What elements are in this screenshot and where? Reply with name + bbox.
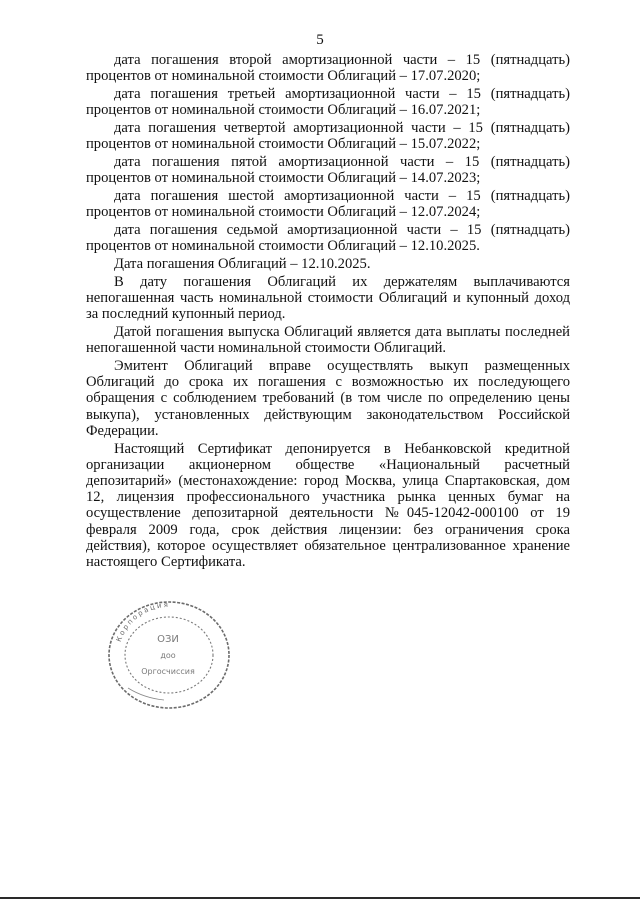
- paragraph-amortization-6: дата погашения шестой амортизационной части – 15 (пятнадцать) процентов от номинальной стоимости Облигаций – 12.07.2024;: [86, 188, 570, 221]
- paragraph-depository: Настоящий Сертификат депонируется в Небанковской кредитной организации акционерном обществе «Национальный расчетный депозитарий» (местонахождение: город Москва, улица Спартаковская, дом 12, лицензия профессионального участника рынка ценных бумаг на осуществление депозитарной деятельности №045-12042-000100 от 19 февраля 2009 года, срок действия лицензии: без ограничения срока действия), которое осуществляет обязательное централизованное хранение настоящего Сертификата.: [86, 440, 570, 571]
- stamp-line-2: доо: [160, 651, 176, 660]
- paragraph-amortization-5: дата погашения пятой амортизационной части – 15 (пятнадцать) процентов от номинальной стоимости Облигаций – 14.07.2023;: [86, 154, 570, 187]
- paragraph-maturity-payment: В дату погашения Облигаций их держателям выплачиваются непогашенная часть номинальной стоимости Облигаций и купонный доход за последний купонный период.: [86, 273, 570, 323]
- paragraph-maturity-date: Дата погашения Облигаций – 12.10.2025.: [114, 256, 371, 272]
- paragraph-issue-maturity: Датой погашения выпуска Облигаций является дата выплаты последней непогашенной части номинальной стоимости Облигаций.: [86, 324, 570, 357]
- paragraph-amortization-7: дата погашения седьмой амортизационной части – 15 (пятнадцать) процентов от номинальной стоимости Облигаций – 12.10.2025.: [86, 222, 570, 255]
- paragraph-amortization-2: дата погашения второй амортизационной части – 15 (пятнадцать) процентов от номинальной стоимости Облигаций – 17.07.2020;: [86, 52, 570, 85]
- scan-bottom-edge: [0, 897, 640, 899]
- stamp-line-3: Оргосчиссия: [141, 667, 195, 676]
- paragraph-amortization-3: дата погашения третьей амортизационной части – 15 (пятнадцать) процентов от номинальной стоимости Облигаций – 16.07.2021;: [86, 86, 570, 119]
- page-number: 5: [316, 32, 324, 48]
- round-stamp-seal: [104, 598, 234, 710]
- stamp-ring-text: Корпорация: [114, 600, 171, 643]
- paragraph-amortization-4: дата погашения четвертой амортизационной части – 15 (пятнадцать) процентов от номинальной стоимости Облигаций – 15.07.2022;: [86, 120, 570, 153]
- paragraph-buyback: Эмитент Облигаций вправе осуществлять выкуп размещенных Облигаций до срока их погашения с возможностью их последующего обращения с соблюдением требований (в том числе по определению цены выкупа), установленных действующим законодательством Российской Федерации.: [86, 358, 570, 439]
- document-body: [86, 52, 570, 572]
- stamp-line-1: ОЗИ: [157, 634, 179, 645]
